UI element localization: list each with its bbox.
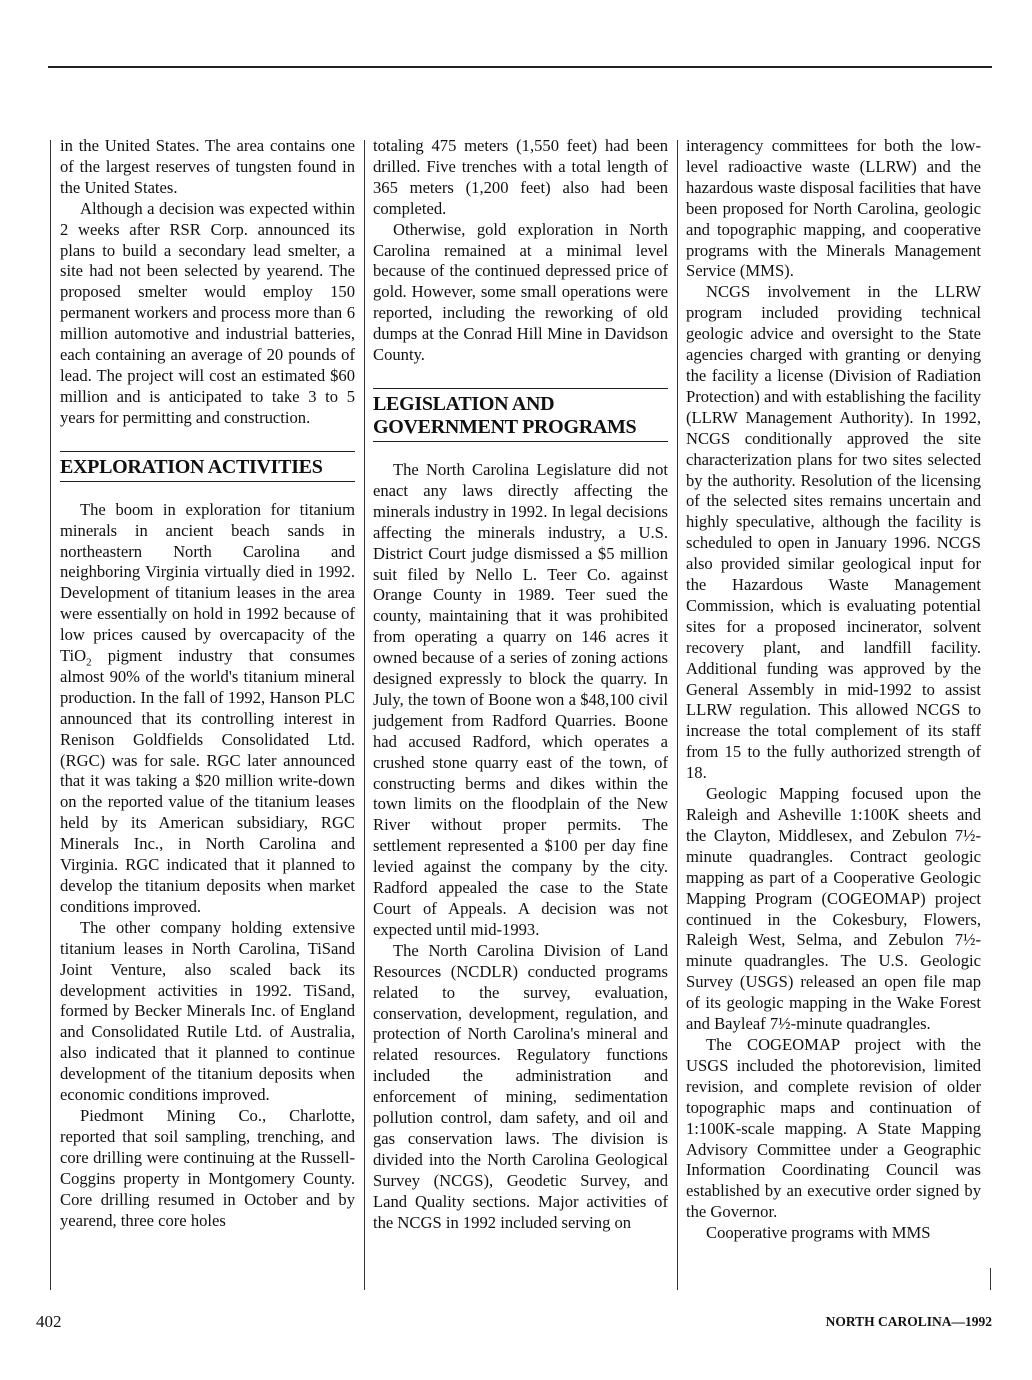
top-rule xyxy=(48,66,992,68)
page-number: 402 xyxy=(36,1312,62,1331)
running-title: NORTH CAROLINA—1992 xyxy=(825,1314,992,1329)
heading-rule xyxy=(60,481,355,482)
paragraph: interagency committees for both the low-level radioactive waste (LLRW) and the hazardous waste disposal facilities that have been proposed for North Carolina, geologic and topographic mapping, and cooperative programs with the Minerals Management Service (MMS). xyxy=(686,136,981,281)
paragraph: The COGEOMAP project with the USGS included the photorevision, limited revision, and complete revision of older topographic maps and continuation of 1:100K-scale mapping. A State Mapping Advisory Committee under a Geographic Information Coordinating Council was established by an executive order signed by the Governor. xyxy=(686,1034,981,1222)
column-3 xyxy=(686,136,981,1244)
section-heading-legislation xyxy=(373,388,668,442)
column-rule-left xyxy=(50,140,51,1290)
paragraph: The boom in exploration for titanium minerals in ancient beach sands in northeastern North Carolina and neighboring Virginia virtually died in 1992. Development of titanium leases in the area were essentially on hold in 1992 because of low prices caused by overcapacity of the TiO$_2$ pigment industry that consumes almost 90% of the world's titanium mineral production. In the fall of 1992, Hanson PLC announced that its controlling interest in Renison Goldfields Consolidated Ltd. (RGC) was for sale. RGC later announced that it was taking a $20 million write-down on the reported value of the titanium leases held by its American subsidiary, RGC Minerals Inc., in North Carolina and Virginia. RGC indicated that it planned to develop the titanium deposits when market conditions improved. xyxy=(60,499,355,916)
heading-rule xyxy=(373,441,668,442)
paragraph: The other company holding extensive titanium leases in North Carolina, TiSand Joint Venture, also scaled back its development activities in 1992. TiSand, formed by Becker Minerals Inc. of England and Consolidated Rutile Ltd. of Australia, also indicated that it planned to continue development of the titanium deposits when economic conditions improved. xyxy=(60,917,355,1105)
paragraph: Geologic Mapping focused upon the Raleigh and Asheville 1:100K sheets and the Clayton, Middlesex, and Zebulon 7½-minute quadrangles. Contract geologic mapping as part of a Cooperative Geologic Mapping Program (COGEOMAP) project continued in the Cokesbury, Flowers, Raleigh West, Selma, and Zebulon 7½-minute quadrangles. The U.S. Geologic Survey (USGS) released an open file map of its geologic mapping in the Wake Forest and Bayleaf 7½-minute quadrangles. xyxy=(686,784,981,1034)
column-2 xyxy=(373,136,668,1234)
paragraph: Cooperative programs with MMS xyxy=(706,1223,931,1243)
paragraph: Although a decision was expected within 2 weeks after RSR Corp. announced its plans to build a secondary lead smelter, a site had not been selected by yearend. The proposed smelter would employ 150 permanent workers and process more than 6 million automotive and industrial batteries, each containing an average of 20 pounds of lead. The project will cost an estimated $60 million and is anticipated to take 3 to 5 years for permitting and construction. xyxy=(60,198,355,427)
section-heading-exploration xyxy=(60,451,355,482)
column-rule-1 xyxy=(364,140,365,1290)
paragraph: The North Carolina Division of Land Resources (NCDLR) conducted programs related to the survey, evaluation, conservation, development, regulation, and protection of North Carolina's mineral and related resources. Regulatory functions included the administration and enforcement of mining, sedimentation pollution control, dam safety, and oil and gas conservation laws. The division is divided into the North Carolina Geological Survey (NCGS), Geodetic Survey, and Land Quality sections. Major activities of the NCGS in 1992 included serving on xyxy=(373,940,668,1232)
section-title: EXPLORATION ACTIVITIES xyxy=(60,455,323,478)
paragraph: NCGS involvement in the LLRW program included providing technical geologic advice and oversight to the State agencies charged with granting or denying the facility a license (Division of Radiation Protection) and with establishing the facility (LLRW Management Authority). In 1992, NCGS conditionally approved the site characterization plans for two sites selected by the authority. Resolution of the licensing of the selected sites remains uncertain and highly speculative, although the facility is scheduled to open in January 1996. NCGS also provided similar geological input for the Hazardous Waste Management Commission, which is evaluating potential sites for a proposed incinerator, solvent recovery plant, and landfill facility. Additional funding was approved by the General Assembly in mid-1992 to assist LLRW regulation. This allowed NCGS to increase the total complement of its staff from 15 to the fully authorized strength of 18. xyxy=(686,282,981,783)
paragraph: in the United States. The area contains one of the largest reserves of tungsten found in the United States. xyxy=(60,136,355,197)
column-rule-2 xyxy=(677,140,678,1290)
column-rule-right xyxy=(990,1268,991,1290)
column-1 xyxy=(60,136,355,1231)
paragraph: Piedmont Mining Co., Charlotte, reported that soil sampling, trenching, and core drilling were continuing at the Russell-Coggins property in Montgomery County. Core drilling resumed in October and by yearend, three core holes xyxy=(60,1105,355,1230)
paragraph: The North Carolina Legislature did not enact any laws directly affecting the minerals industry in 1992. In legal decisions affecting the minerals industry, a U.S. District Court judge dismissed a $5 million suit filed by Nello L. Teer Co. against Orange County in 1989. Teer sued the county, maintaining that it was prohibited from operating a quarry on 146 acres it owned because of a series of zoning actions designed expressly to block the quarry. In July, the town of Boone won a $48,100 civil judgement from Radford Quarries. Boone had accused Radford, which operates a crushed stone quarry east of the town, of constructing berms and dikes within the town limits on the floodplain of the New River without proper permits. The settlement represented a $100 per day fine levied against the company by the city. Radford appealed the case to the State Court of Appeals. A decision was not expected until mid-1993. xyxy=(373,459,668,939)
heading-rule xyxy=(60,451,355,452)
paragraph: Otherwise, gold exploration in North Carolina remained at a minimal level because of the continued depressed price of gold. However, some small operations were reported, including the reworking of old dumps at the Conrad Hill Mine in Davidson County. xyxy=(373,219,668,365)
section-title: LEGISLATION AND GOVERNMENT PROGRAMS xyxy=(373,392,637,438)
heading-rule xyxy=(373,388,668,389)
paragraph: totaling 475 meters (1,550 feet) had been drilled. Five trenches with a total length of 365 meters (1,200 feet) also had been completed. xyxy=(373,136,668,218)
